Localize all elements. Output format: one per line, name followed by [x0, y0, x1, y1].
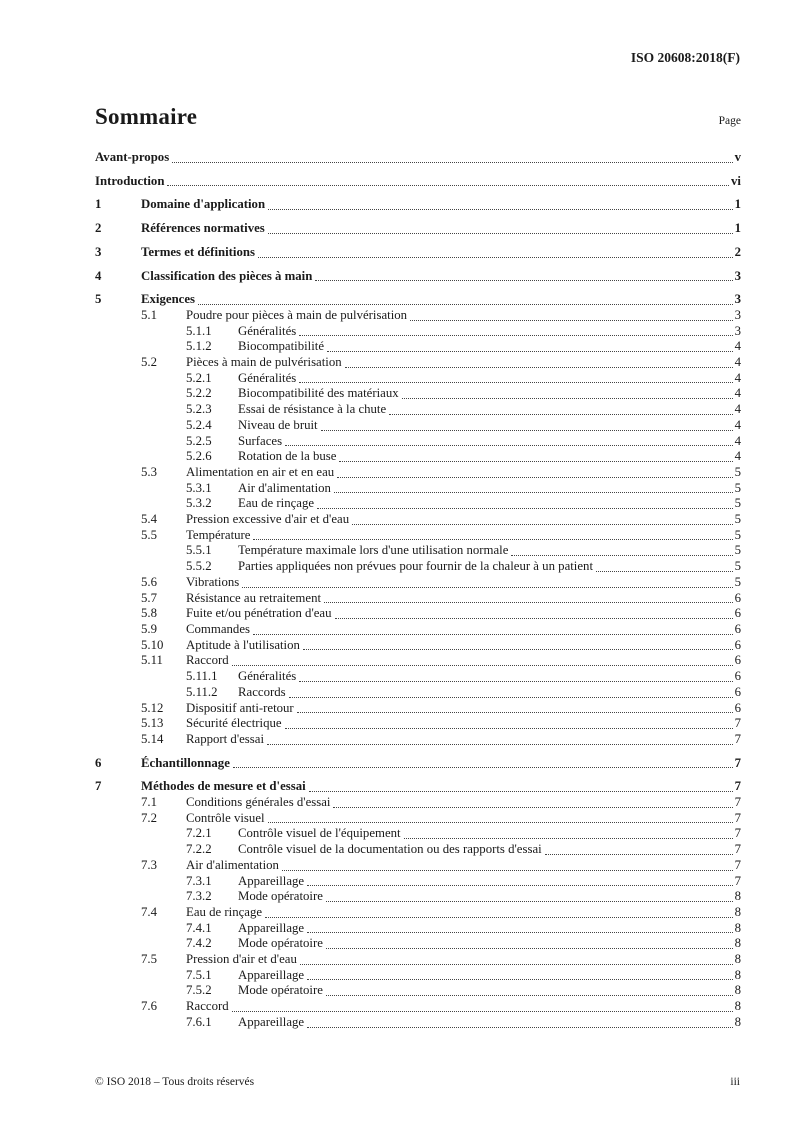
toc-entry[interactable]	[95, 716, 741, 732]
toc-entry-title: Contrôle visuel de la documentation ou des rapports d'essai	[238, 842, 542, 857]
toc-entry-title: Appareillage	[238, 1014, 305, 1029]
toc-leader-dots	[268, 209, 733, 210]
toc-entry-title: Rapport d'essai	[186, 731, 265, 746]
toc-entry-title: Pression d'air et d'eau	[186, 952, 297, 967]
toc-entry-title: Avant-propos	[95, 150, 170, 164]
toc-entry-page: 3	[734, 292, 741, 307]
toc-entry-page: 7	[734, 842, 741, 857]
toc-entry[interactable]	[95, 434, 741, 450]
toc-entry-number: 7.5	[141, 952, 157, 967]
toc-header	[95, 104, 741, 130]
toc-entry-number: 7.4.2	[186, 936, 212, 951]
toc-entry-number: 7.4	[141, 904, 157, 919]
toc-entry-page: 4	[734, 386, 741, 401]
toc-leader-dots	[326, 901, 733, 902]
toc-leader-dots	[232, 665, 733, 666]
toc-entry[interactable]	[95, 355, 741, 371]
toc-entry-title: Commandes	[186, 621, 250, 636]
toc-entry-page: 6	[734, 606, 741, 621]
toc-entry[interactable]	[95, 952, 741, 968]
toc-entry[interactable]	[95, 653, 741, 669]
toc-entry[interactable]	[95, 292, 741, 308]
toc-entry-number: 7.5.2	[186, 983, 212, 998]
toc-entry-number: 7.4.1	[186, 920, 212, 935]
toc-entry[interactable]	[95, 858, 741, 874]
toc-entry-title: Mode opératoire	[238, 889, 323, 904]
toc-entry-title: Dispositif anti-retour	[186, 700, 294, 715]
toc-entry-title: Température	[186, 527, 251, 542]
toc-entry[interactable]	[95, 174, 741, 190]
toc-entry[interactable]	[95, 842, 741, 858]
toc-entry-title: Air d'alimentation	[238, 480, 331, 495]
toc-entry-number: 5.5.2	[186, 559, 212, 574]
toc-entry-page: 6	[734, 621, 741, 636]
toc-entry[interactable]	[95, 968, 741, 984]
toc-leader-dots	[315, 280, 732, 281]
toc-entry[interactable]	[95, 999, 741, 1015]
toc-entry-title: Fuite et/ou pénétration d'eau	[186, 606, 332, 621]
toc-entry-title: Généralités	[238, 323, 297, 338]
toc-entry-page: 7	[734, 795, 741, 810]
toc-entry-title: Niveau de bruit	[238, 417, 318, 432]
page-footer	[95, 1076, 740, 1088]
toc-entry-page: 3	[734, 268, 741, 283]
toc-entry[interactable]	[95, 543, 741, 559]
document-reference: ISO 20608:2018(F)	[630, 50, 740, 65]
toc-entry-number: 5.1.1	[186, 323, 212, 338]
toc-entry-title: Raccord	[186, 653, 229, 668]
toc-entry-number: 7.5.1	[186, 967, 212, 982]
toc-entry-title: Domaine d'application	[141, 197, 266, 212]
toc-entry-title: Appareillage	[238, 920, 305, 935]
toc-leader-dots	[321, 430, 733, 431]
toc-entry-title: Échantillonnage	[141, 755, 230, 770]
toc-leader-dots	[317, 508, 733, 509]
toc-entry[interactable]	[95, 559, 741, 575]
toc-entry-title: Méthodes de mesure et d'essai	[141, 779, 306, 794]
toc-entry-page: 4	[734, 355, 741, 370]
toc-entry-number: 4	[95, 268, 102, 283]
copyright-notice: © ISO 2018 – Tous droits réservés	[95, 1076, 255, 1088]
toc-entry-page: 8	[734, 904, 741, 919]
toc-entry-number: 5.13	[141, 716, 164, 731]
toc-entry-title: Eau de rinçage	[186, 904, 263, 919]
toc-leader-dots	[253, 539, 732, 540]
toc-entry-number: 5.1	[141, 307, 157, 322]
toc-leader-dots	[233, 767, 733, 768]
toc-entry[interactable]	[95, 756, 741, 772]
toc-entry-number: 5.9	[141, 621, 157, 636]
toc-entry-title: Classification des pièces à main	[141, 268, 313, 283]
toc-entry-page: 1	[734, 197, 741, 212]
toc-entry-page: 5	[734, 559, 741, 574]
toc-leader-dots	[297, 712, 733, 713]
toc-entry-page: 7	[734, 755, 741, 770]
toc-leader-dots	[410, 320, 733, 321]
toc-leader-dots	[339, 461, 732, 462]
toc-entry-title: Références normatives	[141, 221, 265, 236]
toc-leader-dots	[326, 948, 733, 949]
toc-entry-title: Aptitude à l'utilisation	[186, 637, 300, 652]
toc-entry-title: Rotation de la buse	[238, 449, 337, 464]
toc-entry-page: 6	[734, 590, 741, 605]
toc-entry-title: Parties appliquées non prévues pour fournir de la chaleur à un patient	[238, 559, 593, 574]
toc-entry-page: 5	[734, 480, 741, 495]
toc-entry-title: Essai de résistance à la chute	[238, 402, 387, 417]
toc-entry[interactable]	[95, 779, 741, 795]
toc-entry-page: 5	[734, 496, 741, 511]
toc-entry-number: 5.11.2	[186, 684, 218, 699]
toc-entry[interactable]	[95, 622, 741, 638]
toc-entry[interactable]	[95, 889, 741, 905]
toc-leader-dots	[511, 555, 732, 556]
toc-leader-dots	[285, 728, 733, 729]
toc-entry-title: Généralités	[238, 370, 297, 385]
toc-entry-number: 5.6	[141, 574, 157, 589]
toc-entry-number: 5.3.1	[186, 480, 212, 495]
toc-entry-title: Température maximale lors d'une utilisation normale	[238, 543, 509, 558]
toc-entry[interactable]	[95, 371, 741, 387]
toc-entry-number: 5.2.5	[186, 433, 212, 448]
toc-entry-number: 2	[95, 221, 102, 236]
toc-entry[interactable]	[95, 449, 741, 465]
toc-leader-dots	[402, 398, 733, 399]
toc-leader-dots	[285, 445, 733, 446]
toc-entry[interactable]	[95, 339, 741, 355]
toc-entry-number: 5.2	[141, 355, 157, 370]
toc-entry-title: Eau de rinçage	[238, 496, 315, 511]
toc-entry[interactable]	[95, 795, 741, 811]
toc-entry-title: Conditions générales d'essai	[186, 795, 331, 810]
toc-entry[interactable]	[95, 575, 741, 591]
toc-entry-title: Mode opératoire	[238, 936, 323, 951]
page-number: iii	[730, 1076, 740, 1088]
toc-leader-dots	[545, 854, 733, 855]
toc-entry-page: 8	[734, 983, 741, 998]
toc-leader-dots	[265, 917, 733, 918]
toc-entry-page: 4	[734, 402, 741, 417]
toc-leader-dots	[267, 744, 733, 745]
toc-entry-page: 4	[734, 449, 741, 464]
toc-leader-dots	[167, 185, 729, 186]
toc-entry-number: 5.1.2	[186, 339, 212, 354]
toc-leader-dots	[299, 681, 732, 682]
toc-entry-title: Biocompatibilité des matériaux	[238, 386, 399, 401]
toc-entry[interactable]	[95, 811, 741, 827]
toc-entry-title: Exigences	[141, 292, 196, 307]
toc-entry-number: 5.2.2	[186, 386, 212, 401]
toc-entry-page: 7	[734, 810, 741, 825]
toc-entry[interactable]	[95, 269, 741, 285]
toc-entry-number: 7.2	[141, 810, 157, 825]
toc-entry-number: 3	[95, 244, 102, 259]
toc-entry[interactable]	[95, 402, 741, 418]
page-column-label: Page	[718, 115, 741, 127]
toc-entry-title: Alimentation en air et en eau	[186, 464, 335, 479]
toc-entry-number: 5.11	[141, 653, 163, 668]
toc-entry[interactable]	[95, 418, 741, 434]
toc-leader-dots	[198, 304, 733, 305]
toc-content	[95, 104, 741, 1031]
toc-entry[interactable]	[95, 308, 741, 324]
toc-entry-page: 4	[734, 417, 741, 432]
toc-entry[interactable]	[95, 983, 741, 999]
toc-entry[interactable]	[95, 921, 741, 937]
toc-entry-page: 8	[734, 967, 741, 982]
toc-leader-dots	[299, 382, 732, 383]
toc-entry[interactable]	[95, 936, 741, 952]
toc-entry[interactable]	[95, 591, 741, 607]
toc-entry-number: 5.3.2	[186, 496, 212, 511]
toc-leader-dots	[345, 367, 733, 368]
toc-entry-number: 5.8	[141, 606, 157, 621]
toc-entry-number: 5	[95, 292, 102, 307]
toc-entry[interactable]	[95, 528, 741, 544]
toc-entry-number: 5.5	[141, 527, 157, 542]
toc-entry-title: Contrôle visuel de l'équipement	[238, 826, 401, 841]
toc-entry-number: 6	[95, 755, 102, 770]
toc-entry-title: Introduction	[95, 173, 165, 188]
toc-entry-page: 8	[734, 889, 741, 904]
toc-leader-dots	[300, 964, 733, 965]
toc-entry-title: Surfaces	[238, 433, 283, 448]
toc-leader-dots	[172, 162, 732, 163]
toc-entry[interactable]	[95, 512, 741, 528]
toc-entry-page: 3	[734, 323, 741, 338]
toc-entry[interactable]	[95, 150, 741, 166]
toc-entry-number: 5.2.4	[186, 417, 212, 432]
toc-entry-title: Termes et définitions	[141, 244, 255, 259]
toc-leader-dots	[258, 257, 733, 258]
toc-entry-page: 8	[734, 999, 741, 1014]
toc-entry-number: 7.2.2	[186, 842, 212, 857]
toc-leader-dots	[268, 233, 733, 234]
toc-leader-dots	[242, 587, 732, 588]
toc-leader-dots	[337, 477, 732, 478]
toc-leader-dots	[307, 1027, 733, 1028]
toc-entry-page: 7	[734, 857, 741, 872]
toc-leader-dots	[299, 335, 732, 336]
toc-entry-title: Appareillage	[238, 967, 305, 982]
toc-entry-title: Pièces à main de pulvérisation	[186, 355, 342, 370]
toc-leader-dots	[282, 870, 733, 871]
toc-entry[interactable]	[95, 732, 741, 748]
toc-entry-number: 5.2.3	[186, 402, 212, 417]
toc-entry-page: 8	[734, 952, 741, 967]
toc-entry[interactable]	[95, 826, 741, 842]
toc-entry-number: 7.6	[141, 999, 157, 1014]
toc-leader-dots	[324, 602, 733, 603]
toc-entry-page: 8	[734, 920, 741, 935]
toc-entry-number: 7	[95, 779, 102, 794]
toc-entry-page: 4	[734, 433, 741, 448]
toc-entry-number: 7.6.1	[186, 1014, 212, 1029]
toc-entry-title: Biocompatibilité	[238, 339, 325, 354]
toc-entry-page: 1	[734, 221, 741, 236]
toc-entry-title: Résistance au retraitement	[186, 590, 322, 605]
toc-entry-page: 2	[734, 244, 741, 259]
page-title: Sommaire	[95, 104, 198, 129]
toc-entry-page: 7	[734, 826, 741, 841]
toc-entry[interactable]	[95, 606, 741, 622]
toc-entry-page: 5	[734, 464, 741, 479]
toc-leader-dots	[307, 932, 733, 933]
toc-entry-number: 5.12	[141, 700, 164, 715]
toc-entry-page: 3	[734, 307, 741, 322]
toc-entry-title: Raccord	[186, 999, 229, 1014]
toc-entry-number: 5.2.6	[186, 449, 212, 464]
toc-leader-dots	[253, 634, 733, 635]
toc-entry[interactable]	[95, 701, 741, 717]
toc-entry-number: 5.5.1	[186, 543, 212, 558]
toc-entry-title: Poudre pour pièces à main de pulvérisation	[186, 307, 408, 322]
toc-entry-number: 5.3	[141, 464, 157, 479]
toc-leader-dots	[307, 979, 733, 980]
toc-entry[interactable]	[95, 669, 741, 685]
toc-entry-number: 5.4	[141, 512, 157, 527]
toc-entry[interactable]	[95, 245, 741, 261]
toc-entry-number: 5.14	[141, 731, 164, 746]
toc-entry-number: 1	[95, 197, 102, 212]
toc-entry[interactable]	[95, 221, 741, 237]
toc-leader-dots	[307, 885, 733, 886]
toc-entry-page: 7	[734, 731, 741, 746]
toc-entry-page: 6	[734, 684, 741, 699]
toc-entry-page: 5	[734, 574, 741, 589]
toc-entry-page: 5	[734, 512, 741, 527]
toc-entry-title: Sécurité électrique	[186, 716, 282, 731]
toc-entry-title: Contrôle visuel	[186, 810, 265, 825]
toc-entry-page: vi	[731, 173, 741, 188]
toc-entry-page: 7	[734, 873, 741, 888]
toc-entry[interactable]	[95, 465, 741, 481]
toc-entry-title: Appareillage	[238, 873, 305, 888]
toc-entry[interactable]	[95, 638, 741, 654]
toc-leader-dots	[268, 822, 733, 823]
toc-entry-number: 7.3.1	[186, 873, 212, 888]
toc-leader-dots	[326, 995, 733, 996]
toc-entry-number: 5.10	[141, 637, 164, 652]
toc-entry-page: v	[734, 150, 741, 164]
toc-entry[interactable]	[95, 386, 741, 402]
toc-list	[95, 150, 741, 1031]
toc-entry-page: 8	[734, 936, 741, 951]
toc-entry-title: Généralités	[238, 669, 297, 684]
toc-entry-page: 4	[734, 339, 741, 354]
toc-entry-number: 5.2.1	[186, 370, 212, 385]
toc-leader-dots	[389, 414, 732, 415]
toc-leader-dots	[352, 524, 732, 525]
toc-entry-title: Air d'alimentation	[186, 857, 279, 872]
toc-leader-dots	[596, 571, 733, 572]
toc-entry-page: 6	[734, 637, 741, 652]
toc-leader-dots	[303, 649, 733, 650]
toc-leader-dots	[335, 618, 733, 619]
toc-leader-dots	[327, 351, 733, 352]
toc-entry-number: 7.1	[141, 795, 157, 810]
toc-entry-number: 7.2.1	[186, 826, 212, 841]
toc-leader-dots	[309, 791, 733, 792]
toc-entry-page: 6	[734, 653, 741, 668]
toc-leader-dots	[232, 1011, 733, 1012]
toc-entry[interactable]	[95, 874, 741, 890]
toc-leader-dots	[334, 492, 733, 493]
toc-entry-number: 5.11.1	[186, 669, 218, 684]
toc-entry-title: Raccords	[238, 684, 286, 699]
toc-entry-page: 4	[734, 370, 741, 385]
toc-entry[interactable]	[95, 324, 741, 340]
toc-entry[interactable]	[95, 685, 741, 701]
toc-entry-page: 7	[734, 716, 741, 731]
toc-entry[interactable]	[95, 197, 741, 213]
toc-entry-page: 6	[734, 700, 741, 715]
toc-entry-title: Pression excessive d'air et d'eau	[186, 512, 350, 527]
toc-entry-page: 6	[734, 669, 741, 684]
toc-entry[interactable]	[95, 481, 741, 497]
toc-entry[interactable]	[95, 496, 741, 512]
toc-entry[interactable]	[95, 1015, 741, 1031]
toc-leader-dots	[289, 697, 733, 698]
toc-entry-page: 7	[734, 779, 741, 794]
toc-entry-number: 7.3	[141, 857, 157, 872]
toc-leader-dots	[333, 807, 732, 808]
toc-entry-title: Vibrations	[186, 574, 240, 589]
toc-entry-number: 5.7	[141, 590, 157, 605]
toc-entry-number: 7.3.2	[186, 889, 212, 904]
toc-entry[interactable]	[95, 905, 741, 921]
toc-entry-page: 5	[734, 527, 741, 542]
toc-entry-title: Mode opératoire	[238, 983, 323, 998]
toc-entry-page: 8	[734, 1014, 741, 1029]
toc-entry-page: 5	[734, 543, 741, 558]
toc-leader-dots	[404, 838, 733, 839]
